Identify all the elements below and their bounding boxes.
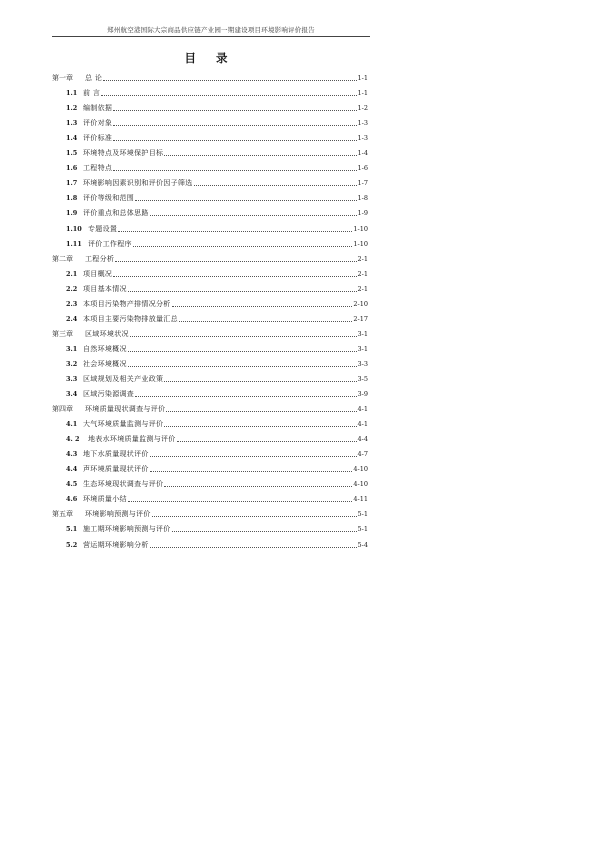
toc-section-entry[interactable]	[52, 369, 368, 384]
toc-entry-title: 本项目主要污染物排放量汇总	[83, 314, 178, 323]
toc-entry-title: 环境影响因素识别和评价因子筛选	[83, 179, 193, 188]
toc-title: 目 录	[184, 51, 236, 65]
toc-page-number: 1-4	[357, 149, 368, 158]
toc-entry-number: 4.3	[66, 450, 78, 459]
toc-entry-number: 5.2	[66, 540, 78, 549]
toc-section-entry[interactable]	[52, 128, 368, 143]
toc-section-entry[interactable]	[52, 113, 368, 128]
toc-page-number: 4-4	[357, 435, 368, 444]
toc-entry-title: 环境特点及环境保护目标	[83, 149, 164, 158]
toc-entry-title: 评价工作程序	[88, 239, 132, 248]
toc-entry-title: 项目概况	[83, 269, 113, 278]
toc-section-entry[interactable]	[52, 489, 368, 504]
toc-page-number: 1-2	[357, 104, 368, 113]
toc-section-entry[interactable]	[52, 158, 368, 173]
toc-dot-leader	[177, 441, 357, 442]
toc-entry-title: 营运期环境影响分析	[83, 540, 149, 549]
toc-entry-number: 4.6	[66, 495, 78, 504]
toc-page-number: 1-10	[353, 239, 368, 248]
toc-section-entry[interactable]	[52, 279, 368, 294]
toc-dot-leader	[113, 170, 356, 171]
toc-dot-leader	[164, 426, 356, 427]
toc-entry-number: 2.3	[66, 299, 78, 308]
toc-section-entry[interactable]	[52, 339, 368, 354]
toc-entry-title: 环境质量小结	[83, 495, 127, 504]
toc-entry-title: 生态环境现状调查与评价	[83, 480, 164, 489]
toc-section-entry[interactable]	[52, 534, 368, 549]
toc-dot-leader	[113, 140, 356, 141]
toc-dot-leader	[115, 261, 356, 262]
toc-entry-title: 前 言	[83, 89, 101, 98]
toc-dot-leader	[128, 366, 357, 367]
toc-entry-number: 第三章	[52, 329, 73, 338]
toc-page-number: 1-9	[357, 209, 368, 218]
toc-entry-number: 4.5	[66, 480, 78, 489]
toc-section-entry[interactable]	[52, 143, 368, 158]
toc-entry-title: 自然环境概况	[83, 344, 127, 353]
toc-dot-leader	[179, 321, 352, 322]
toc-entry-number: 1.8	[66, 194, 78, 203]
toc-entry-number: 第四章	[52, 405, 73, 414]
toc-section-entry[interactable]	[52, 264, 368, 279]
toc-dot-leader	[128, 501, 353, 502]
toc-dot-leader	[164, 155, 356, 156]
toc-section-entry[interactable]	[52, 218, 368, 233]
toc-section-entry[interactable]	[52, 203, 368, 218]
toc-entry-number: 1.5	[66, 149, 78, 158]
toc-page-number: 4-1	[357, 405, 368, 414]
toc-entry-number: 1.7	[66, 179, 78, 188]
toc-section-entry[interactable]	[52, 188, 368, 203]
toc-dot-leader	[166, 411, 356, 412]
toc-entry-title: 项目基本情况	[83, 284, 127, 293]
toc-dot-leader	[164, 381, 356, 382]
toc-page-number: 4-10	[353, 480, 368, 489]
toc-dot-leader	[113, 276, 356, 277]
toc-page-number: 4-10	[353, 465, 368, 474]
toc-entry-title: 评价标准	[83, 134, 113, 143]
toc-entry-title: 评价重点和总体思路	[83, 209, 149, 218]
toc-entry-number: 3.1	[66, 344, 78, 353]
toc-entry-number: 1.4	[66, 134, 78, 143]
toc-page-number: 5-1	[357, 510, 368, 519]
toc-entry-number: 2.4	[66, 314, 78, 323]
toc-page-number: 3-1	[357, 329, 368, 338]
toc-page-number: 2-1	[357, 269, 368, 278]
toc-entry-title: 地表水环境质量监测与评价	[88, 435, 176, 444]
toc-page-number: 1-1	[357, 89, 368, 98]
toc-dot-leader	[150, 547, 357, 548]
toc-entry-title: 地下水质量现状评价	[83, 450, 149, 459]
toc-dot-leader	[113, 110, 356, 111]
toc-page-number: 5-1	[357, 525, 368, 534]
toc-list	[52, 68, 368, 550]
toc-dot-leader	[130, 336, 357, 337]
toc-dot-leader	[133, 246, 353, 247]
toc-entry-title: 工程特点	[83, 164, 113, 173]
toc-section-entry[interactable]	[52, 83, 368, 98]
toc-dot-leader	[194, 185, 357, 186]
toc-entry-number: 4. 2	[66, 435, 80, 444]
toc-dot-leader	[113, 125, 356, 126]
toc-entry-number: 2.1	[66, 269, 78, 278]
toc-entry-title: 专题设置	[88, 224, 118, 233]
toc-dot-leader	[164, 486, 352, 487]
toc-entry-number: 3.3	[66, 374, 78, 383]
toc-entry-number: 3.4	[66, 390, 78, 399]
toc-page-number: 1-7	[357, 179, 368, 188]
toc-entry-title: 工程分析	[85, 254, 115, 263]
toc-page-number: 1-6	[357, 164, 368, 173]
toc-section-entry[interactable]	[52, 173, 368, 188]
toc-section-entry[interactable]	[52, 354, 368, 369]
toc-dot-leader	[118, 231, 352, 232]
toc-entry-number: 1.11	[66, 239, 82, 248]
toc-dot-leader	[152, 516, 357, 517]
toc-dot-leader	[103, 80, 356, 81]
header-rule	[52, 36, 370, 37]
toc-page-number: 1-10	[353, 224, 368, 233]
toc-entry-title: 大气环境质量监测与评价	[83, 420, 164, 429]
toc-entry-title: 施工期环境影响预测与评价	[83, 525, 171, 534]
toc-page-number: 4-11	[353, 495, 368, 504]
toc-page-number: 1-1	[357, 74, 368, 83]
toc-dot-leader	[150, 456, 357, 457]
toc-dot-leader	[150, 215, 357, 216]
toc-entry-number: 1.6	[66, 164, 78, 173]
toc-section-entry[interactable]	[52, 234, 368, 249]
toc-chapter-entry[interactable]	[52, 399, 368, 414]
toc-section-entry[interactable]	[52, 309, 368, 324]
toc-chapter-entry[interactable]	[52, 249, 368, 264]
toc-entry-number: 1.10	[66, 224, 82, 233]
toc-entry-number: 1.1	[66, 89, 78, 98]
toc-entry-title: 本项目污染物产排情况分析	[83, 299, 171, 308]
toc-entry-number: 4.4	[66, 465, 78, 474]
toc-chapter-entry[interactable]	[52, 68, 368, 83]
toc-section-entry[interactable]	[52, 519, 368, 534]
toc-dot-leader	[150, 471, 353, 472]
toc-section-entry[interactable]	[52, 98, 368, 113]
running-header: 郑州航空港国际大宗商品供应链产业园一期建设项目环境影响评价报告	[107, 26, 315, 34]
toc-section-entry[interactable]	[52, 414, 368, 429]
toc-page-number: 3-1	[357, 344, 368, 353]
toc-dot-leader	[128, 351, 357, 352]
toc-page-number: 2-1	[357, 254, 368, 263]
toc-entry-number: 第二章	[52, 254, 73, 263]
toc-dot-leader	[128, 291, 357, 292]
toc-entry-title: 环境影响预测与评价	[85, 510, 151, 519]
toc-page-number: 4-1	[357, 420, 368, 429]
toc-page-number: 1-8	[357, 194, 368, 203]
toc-page-number: 1-3	[357, 119, 368, 128]
toc-entry-number: 1.3	[66, 119, 78, 128]
toc-entry-number: 5.1	[66, 525, 78, 534]
toc-entry-title: 环境质量现状调查与评价	[85, 405, 166, 414]
toc-entry-number: 2.2	[66, 284, 78, 293]
toc-section-entry[interactable]	[52, 294, 368, 309]
toc-entry-number: 1.9	[66, 209, 78, 218]
toc-dot-leader	[172, 306, 353, 307]
toc-page-number: 3-3	[357, 359, 368, 368]
toc-page-number: 5-4	[357, 540, 368, 549]
toc-entry-title: 社会环境概况	[83, 359, 127, 368]
toc-dot-leader	[135, 396, 356, 397]
toc-entry-title: 编制依据	[83, 104, 113, 113]
toc-page-number: 4-7	[357, 450, 368, 459]
toc-section-entry[interactable]	[52, 384, 368, 399]
toc-entry-number: 4.1	[66, 420, 78, 429]
toc-section-entry[interactable]	[52, 459, 368, 474]
toc-chapter-entry[interactable]	[52, 324, 368, 339]
toc-entry-title: 区域环境状况	[85, 329, 129, 338]
toc-dot-leader	[101, 95, 356, 96]
toc-dot-leader	[135, 200, 356, 201]
toc-section-entry[interactable]	[52, 444, 368, 459]
toc-entry-title: 声环境质量现状评价	[83, 465, 149, 474]
toc-entry-title: 总 论	[85, 74, 103, 83]
toc-entry-title: 评价对象	[83, 119, 113, 128]
toc-entry-number: 第一章	[52, 74, 73, 83]
toc-section-entry[interactable]	[52, 474, 368, 489]
toc-page-number: 3-9	[357, 390, 368, 399]
toc-entry-number: 3.2	[66, 359, 78, 368]
toc-section-entry[interactable]	[52, 429, 368, 444]
toc-entry-title: 区域规划及相关产业政策	[83, 374, 164, 383]
toc-entry-title: 区域污染源调查	[83, 390, 135, 399]
toc-entry-title: 评价等级和范围	[83, 194, 135, 203]
toc-page-number: 2-1	[357, 284, 368, 293]
toc-page-number: 2-17	[353, 314, 368, 323]
toc-chapter-entry[interactable]	[52, 504, 368, 519]
toc-page-number: 1-3	[357, 134, 368, 143]
toc-entry-number: 1.2	[66, 104, 78, 113]
toc-dot-leader	[172, 531, 357, 532]
toc-entry-number: 第五章	[52, 510, 73, 519]
toc-page-number: 2-10	[353, 299, 368, 308]
toc-page-number: 3-5	[357, 374, 368, 383]
